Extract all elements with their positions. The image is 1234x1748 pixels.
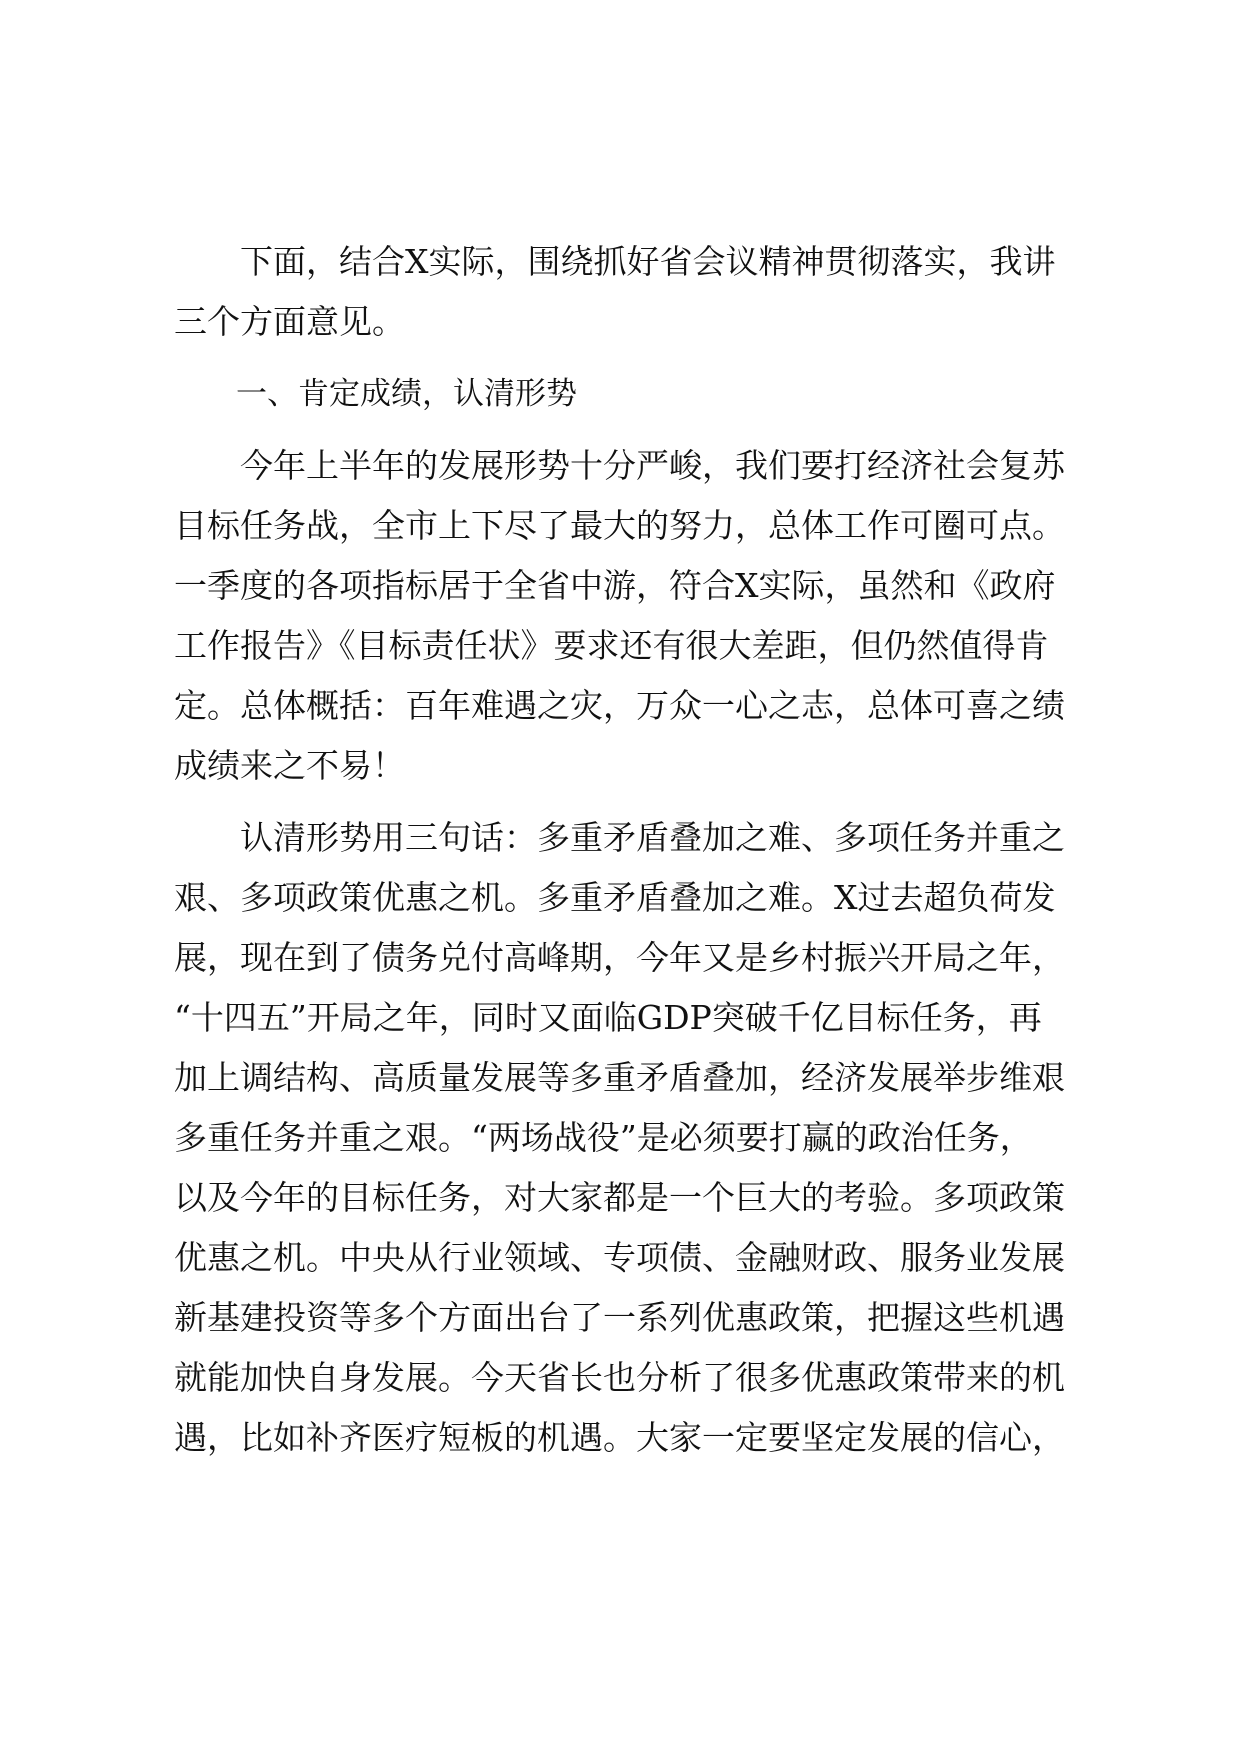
text-line: 工作报告》《目标责任状》要求还有很大差距，但仍然值得肯 [174,626,1049,665]
heading-text: 一、肯定成绩，认清形势 [236,376,577,412]
document-body [174,232,1086,1480]
text-line: 成绩来之不易！ [174,746,405,785]
text-line: 多重任务并重之艰。“两场战役”是必须要打赢的政治任务， [174,1118,1033,1157]
text-line: 目标任务战，全市上下尽了最大的努力，总体工作可圈可点。 [174,506,1065,545]
text-line: 定。总体概括：百年难遇之灾，万众一心之志，总体可喜之绩 [174,686,1065,725]
text-line: 新基建投资等多个方面出台了一系列优惠政策，把握这些机遇 [174,1298,1065,1337]
text-line: 下面，结合X实际，围绕抓好省会议精神贯彻落实，我讲 [240,242,1056,281]
text-line: 就能加快自身发展。今天省长也分析了很多优惠政策带来的机 [174,1358,1065,1397]
text-line: 艰、多项政策优惠之机。多重矛盾叠加之难。X过去超负荷发 [174,878,1056,917]
text-line: 优惠之机。中央从行业领域、专项债、金融财政、服务业发展 [174,1238,1065,1277]
text-line: 认清形势用三句话：多重矛盾叠加之难、多项任务并重之 [240,818,1065,857]
text-line: “十四五”开局之年，同时又面临GDP突破千亿目标任务，再 [174,998,1042,1037]
paragraph-situation [174,808,1086,1468]
text-line: 三个方面意见。 [174,302,405,341]
section-heading [174,364,1086,424]
text-line: 加上调结构、高质量发展等多重矛盾叠加，经济发展举步维艰 [174,1058,1065,1097]
text-line: 一季度的各项指标居于全省中游，符合X实际，虽然和《政府 [174,566,1056,605]
text-line: 展，现在到了债务兑付高峰期，今年又是乡村振兴开局之年， [174,938,1065,977]
text-line: 以及今年的目标任务，对大家都是一个巨大的考验。多项政策 [174,1178,1065,1217]
paragraph-intro [174,232,1086,352]
text-line: 今年上半年的发展形势十分严峻，我们要打经济社会复苏 [240,446,1065,485]
paragraph-achievements [174,436,1086,796]
text-line: 遇，比如补齐医疗短板的机遇。大家一定要坚定发展的信心， [174,1418,1065,1457]
